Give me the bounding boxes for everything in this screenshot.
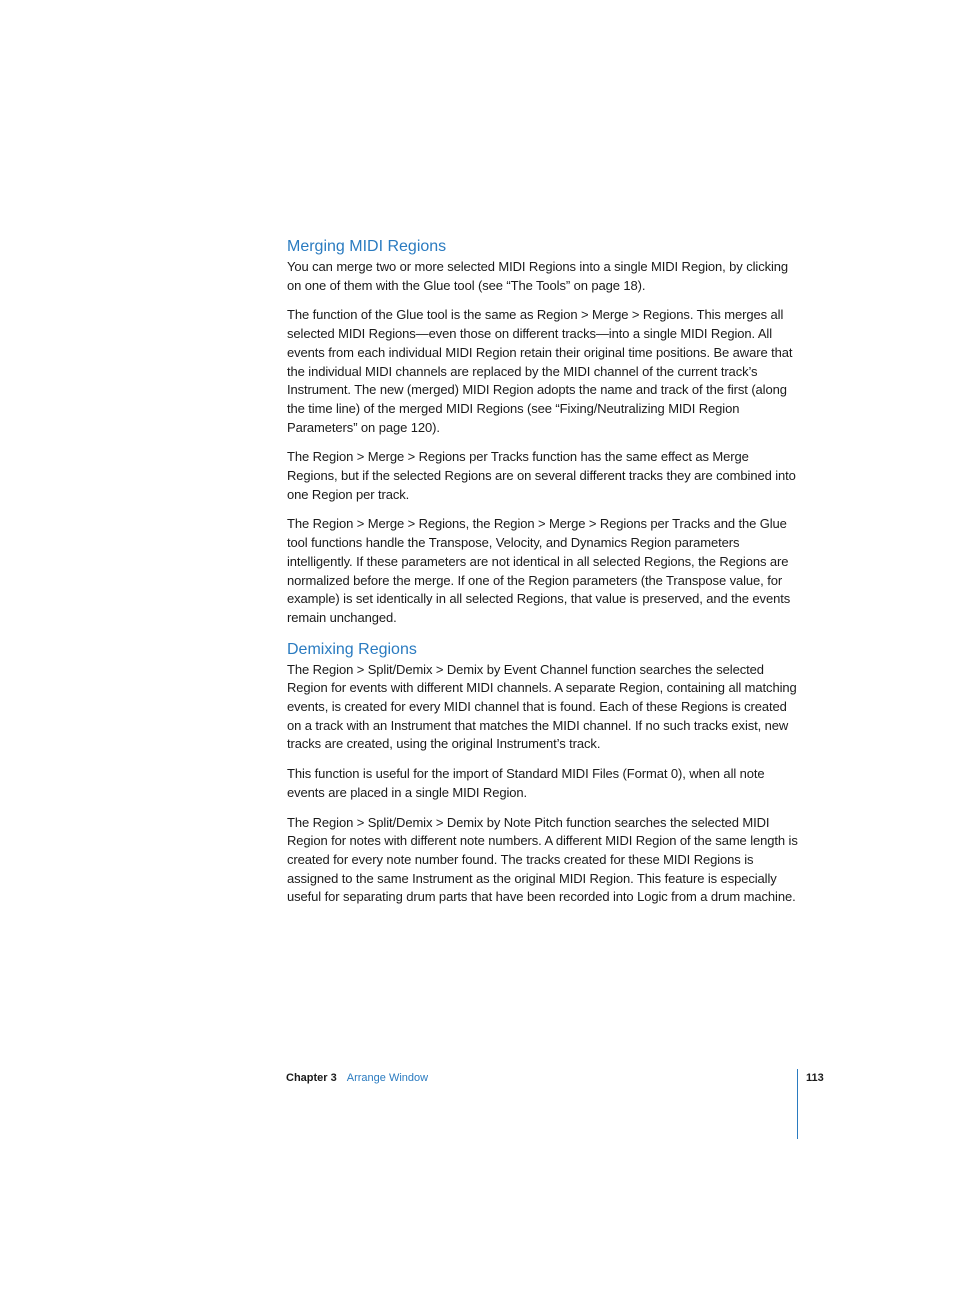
paragraph: The Region > Split/Demix > Demix by Note Pitch function searches the selected MIDI Region for notes with different note numbers. A different MIDI Region of the same length is created for every note number found. The tracks created for these MIDI Regions is assigned to the same Instrument as the original MIDI Region. This feature is especially useful for separating drum parts that have been recorded into Logic from a drum machine. [287,814,798,905]
footer-chapter-label: Chapter 3 [286,1072,337,1084]
paragraph: The Region > Merge > Regions per Tracks function has the same effect as Merge Regions, but if the selected Regions are on several different tracks they are combined into one Region per track. [287,449,796,502]
paragraph: You can merge two or more selected MIDI Regions into a single MIDI Region, by clicking on one of them with the Glue tool (see “The Tools” on page 18). [287,259,789,293]
paragraph: The function of the Glue tool is the same as Region > Merge > Regions. This merges all selected MIDI Regions—even those on different tracks—into a single MIDI Region. All events from each individual MIDI Region retain their original time positions. Be aware that the individual MIDI channels are replaced by the MIDI channel of the current track’s Instrument. The new (merged) MIDI Region adopts the name and track of the first (along the time line) of the merged MIDI Regions (see “Fixing/Neutralizing MIDI Region Parameters” on page 120). [287,307,793,435]
paragraph: This function is useful for the import of Standard MIDI Files (Format 0), when all note events are placed in a single MIDI Region. [287,766,765,800]
footer-chapter [286,1070,428,1086]
footer-divider [797,1069,798,1139]
page-number: 113 [806,1072,824,1084]
paragraph: The Region > Split/Demix > Demix by Event Channel function searches the selected Region for events with different MIDI channels. A separate Region, containing all matching events, is created for every MIDI channel that is found. Each of these Regions is created on a track with an Instrument that matches the MIDI channel. If no such tracks exist, new tracks are created, using the original Instrument’s track. [287,661,797,752]
section-heading-merging: Merging MIDI Regions [287,238,447,255]
footer-chapter-title: Arrange Window [346,1072,429,1084]
section-heading-demixing: Demixing Regions [287,640,417,658]
page-content [287,236,799,918]
paragraph: The Region > Merge > Regions, the Region > Merge > Regions per Tracks and the Glue tool functions handle the Transpose, Velocity, and Dynamics Region parameters intelligently. If these parameters are not identical in all selected Regions, the Regions are normalized before the merge. If one of the Region parameters (the Transpose value, for example) is set identically in all selected Regions, that value is preserved, and the events remain unchanged. [287,516,791,625]
